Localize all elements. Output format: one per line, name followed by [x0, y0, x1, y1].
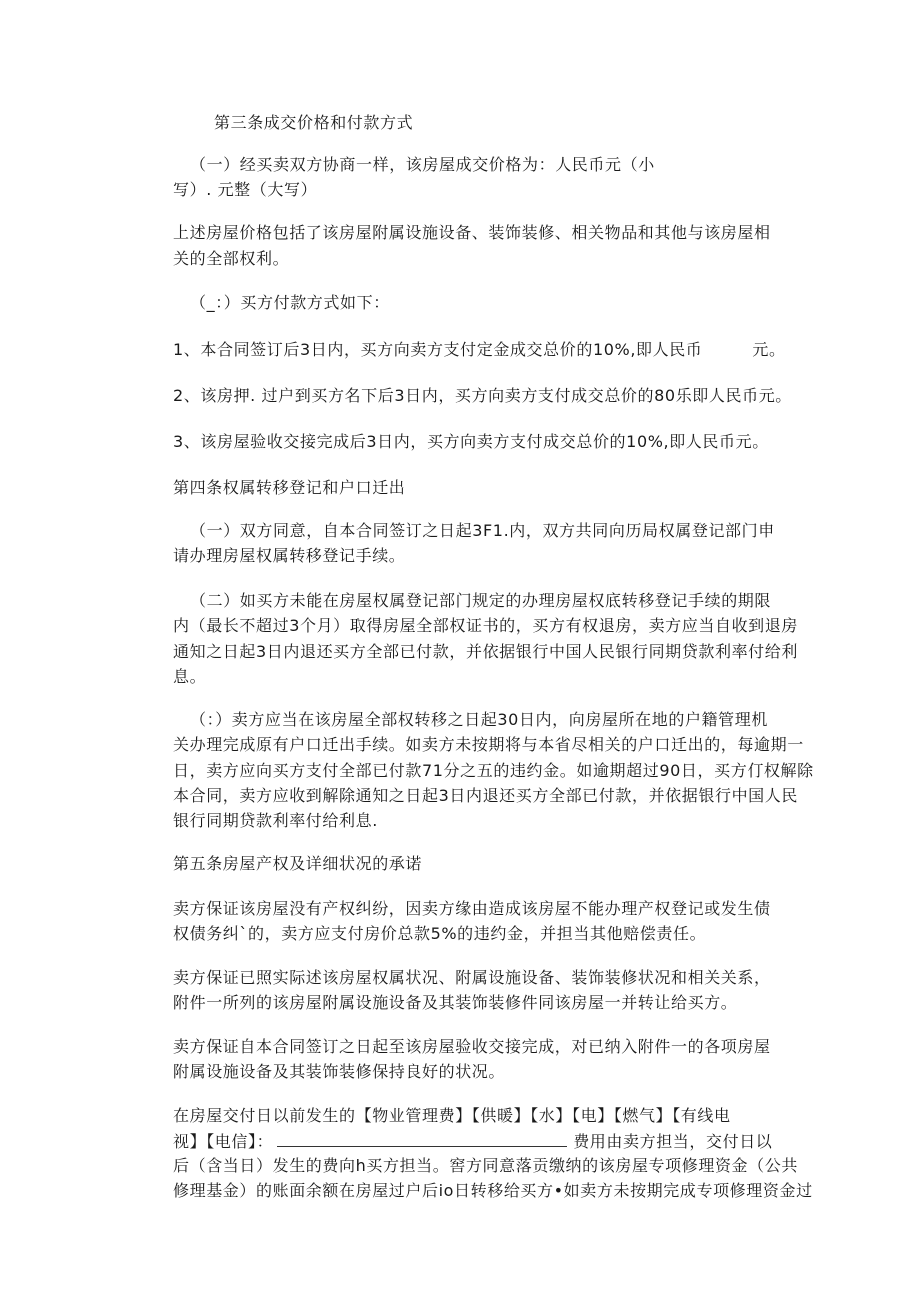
article5-title: 第五条房屋产权及详细状况的承诺 [173, 854, 423, 873]
article4-p1-line2: 请办理房屋权属转移登记手续。 [173, 546, 406, 565]
payment-item-1-unit: 元。 [752, 340, 786, 359]
article5-p4-line2-start: 视】【电信】： [173, 1132, 274, 1151]
article5-p3-line2: 附属设施设备及其装饰装修保持良好的状况。 [173, 1062, 506, 1081]
payment-item-2: 2、该房押. 过户到买方名下后3日内，买方向卖方支付成交总价的80乐即人民币元。 [173, 386, 792, 405]
article4-p2-line2: 内（最长不超过3个月）取得房屋全部权证书的，买方有权退房，卖方应当自收到退房 [173, 616, 798, 635]
article5-p4-line2-end: 费用由卖方担当，交付日以 [573, 1132, 773, 1151]
article5-p4-line1: 在房屋交付日以前发生的【物业管理费】【供暖】【水】【电】【燃气】【有线电 [173, 1106, 731, 1125]
article5-p3-line1: 卖方保证自本合同签订之日起至该房屋验收交接完成，对已纳入附件一的各项房屋 [173, 1037, 771, 1056]
payment-item-1-text: 1、本合同签订后3日内，买方向卖方支付定金成交总价的10%,即人民币 [173, 340, 703, 359]
article3-p2-line1: 上述房屋价格包括了该房屋附属设施设备、装饰装修、相关物品和其他与该房屋相 [173, 223, 771, 242]
article3-title: 第三条成交价格和付款方式 [214, 113, 414, 132]
article5-p4-line3: 后（含当日）发生的费向h买方担当。窖方同意落贡缴纳的该房屋专项修理资金（公共 [173, 1156, 798, 1175]
article4-p1-line1: （一）双方同意，自本合同签订之日起3F1.内，双方共同向历局权属登记部门申 [190, 521, 775, 540]
article5-p1-line2: 权债务纠`的，卖方应支付房价总款5%的违约金，并担当其他赔偿责任。 [173, 924, 707, 943]
article4-p2-line3: 通知之日起3日内退还买方全部已付款，并依据银行中国人民银行同期贷款利率付给利 [173, 642, 798, 661]
article4-p2-line4: 息。 [173, 667, 207, 686]
article4-p3-line4: 本合同，卖方应收到解除通知之日起3日内退还买方全部已付款，并依据银行中国人民 [173, 786, 798, 805]
article4-p3-line5: 银行同期贷款利率付给利息. [173, 811, 378, 830]
article3-p1-line1: （一）经买卖双方协商一样，该房屋成交价格为：人民币元（小 [190, 155, 655, 174]
article4-p3-line2: 关办理完成原有户口迁出手续。如卖方未按期将与本省尽相关的户口迁出的，每逾期一 [173, 735, 804, 754]
article5-p4-line4: 修理基金）的账面余额在房屋过户后io日转移给买方•如卖方未按期完成专项修理资金过 [173, 1181, 813, 1200]
article4-p3-line3: 日，卖方应向买方支付全部已付款71分之五的违约金。如逾期超过90日，买方仃权解除 [173, 761, 814, 780]
article5-p2-line1: 卖方保证已照实际述该房屋权属状况、附属设施设备、装饰装修状况和相关关系， [173, 968, 771, 987]
article3-p2-line2: 关的全部权利。 [173, 249, 290, 268]
article3-payment-intro: （_：）买方付款方式如下： [190, 293, 390, 312]
payment-item-3: 3、该房屋验收交接完成后3日内，买方向卖方支付成交总价的10%,即人民币元。 [173, 432, 769, 451]
payment-item-1 [173, 339, 786, 361]
article4-p3-line1: （：）卖方应当在该房屋全部权转移之日起30日内，向房屋所在地的户籍管理机 [190, 710, 768, 729]
article4-title: 第四条权属转移登记和户口迁出 [173, 478, 406, 497]
fee-blank-field [277, 1130, 567, 1147]
article5-p2-line2: 附件一所列的该房屋附属设施设备及其装饰装修件同该房屋一并转让给买方。 [173, 993, 738, 1012]
article5-p4-line2 [173, 1130, 772, 1153]
article5-p1-line1: 卖方保证该房屋没有产权纠纷，因卖方缘由造成该房屋不能办理产权登记或发生债 [173, 899, 771, 918]
article4-p2-line1: （二）如买方未能在房屋权属登记部门规定的办理房屋权底转移登记手续的期限 [190, 591, 772, 610]
article3-p1-line2: 写）. 元整（大写） [173, 180, 318, 199]
